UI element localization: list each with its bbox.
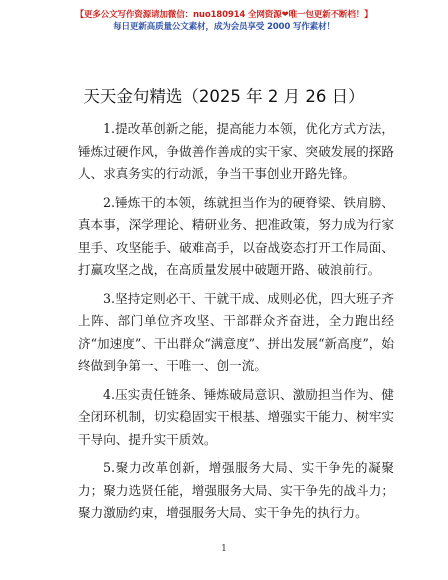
promo-banner-line-2: 每日更新高质量公文素材，成为会员享受 2000 写作素材！ — [113, 22, 335, 32]
page-number: 1 — [221, 544, 227, 554]
document-body — [78, 118, 394, 531]
paragraph-1: 1.提改革创新之能，提高能力本领，优化方式方法，锤炼过硬作风，争做善作善成的实干家、突破发展的探路人、求真务实的行动派，争当干事创业开路先锋。 — [78, 121, 394, 181]
paragraph-5: 5.聚力改革创新，增强服务大局、实干争先的凝聚力；聚力选贤任能，增强服务大局、实干争先的战斗力；聚力激励约束，增强服务大局、实干争先的执行力。 — [78, 460, 394, 520]
paragraph-2: 2.锤炼干的本领，练就担当作为的硬脊梁、铁肩膀、真本事，深学理论、精研业务、把准政策，努力成为行家里手、攻坚能手、破难高手，以奋战姿态打开工作局面、打赢攻坚之战，在高质量发展中破题开路、破浪前行。 — [78, 194, 394, 277]
promo-banner-line-1: 【更多公文写作资源请加微信：nuo180914 全网资源❤唯一包更新不断档！】 — [75, 10, 373, 20]
paragraph-4: 4.压实责任链条、锤炼破局意识、激励担当作为、健全闭环机制，切实稳固实干根基、增强实干能力、树牢实干导向、提升实干质效。 — [78, 386, 394, 447]
page-title: 天天金句精选（2025 年 2 月 26 日） — [83, 87, 365, 106]
paragraph-3: 3.坚持定则必干、干就干成、成则必优，四大班子齐上阵、部门单位齐攻坚、干部群众齐奋进，全力跑出经济“加速度”、干出群众“满意度”、拼出发展“新高度”，始终做到争第一、干唯一、创一流。 — [78, 290, 394, 373]
